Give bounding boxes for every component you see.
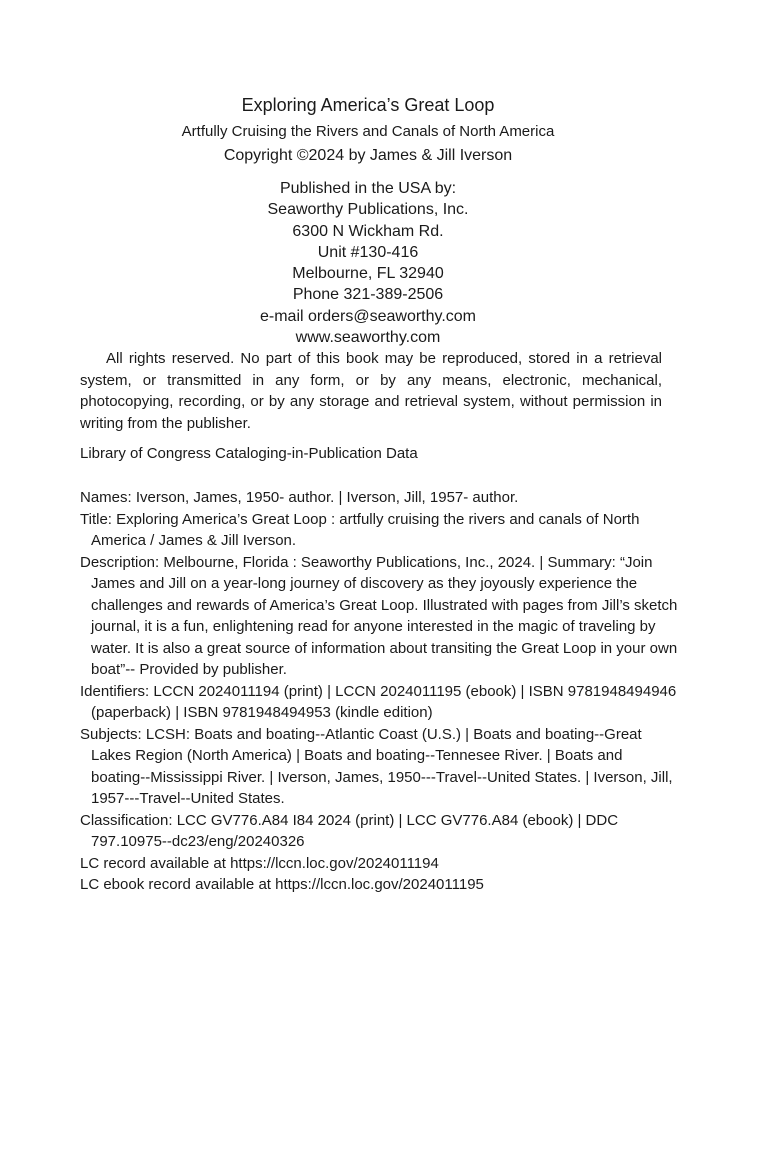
publisher-block (0, 178, 736, 348)
publisher-phone: Phone 321-389-2506 (292, 286, 444, 304)
publisher-email: e-mail orders@seaworthy.com (259, 307, 476, 325)
book-subtitle: Artfully Cruising the Rivers and Canals of North America (181, 123, 555, 140)
cip-names: Names: Iverson, James, 1950- author. | Iverson, Jill, 1957- author. (80, 489, 519, 506)
cip-subjects: Subjects: LCSH: Boats and boating--Atlantic Coast (U.S.) | Boats and boating--Great Lakes Region (North America) | Boats and boating--Tennesee River. | Boats and boating--Mississippi River. | Iverson, James, 1950---Travel--United States. | Iverson, Jill, 1957---Travel--United States. (80, 725, 673, 807)
cip-record (80, 487, 680, 896)
publisher-unit: Unit #130-416 (317, 243, 419, 261)
cip-lc-ebook-record: LC ebook record available at https://lccn.loc.gov/2024011195 (80, 876, 484, 893)
cip-title: Title: Exploring America’s Great Loop : artfully cruising the rivers and canals of North America / James & Jill Iverson. (80, 510, 640, 549)
cip-heading: Library of Congress Cataloging-in-Publication Data (80, 445, 418, 462)
publisher-line: Published in the USA by: (279, 180, 457, 197)
cip-classification: Classification: LCC GV776.A84 I84 2024 (print) | LCC GV776.A84 (ebook) | DDC 797.10975--dc23/eng/20240326 (80, 811, 619, 850)
rights-statement: All rights reserved. No part of this book may be reproduced, stored in a retrieval system, or transmitted in any form, or by any means, electronic, mechanical, photocopying, recording, or by any storage and retrieval system, without permission in writing from the publisher. (80, 350, 662, 432)
publisher-city: Melbourne, FL 32940 (292, 265, 444, 283)
cip-lc-record: LC record available at https://lccn.loc.gov/2024011194 (80, 854, 439, 872)
book-title: Exploring America’s Great Loop (241, 95, 495, 115)
publisher-website: www.seaworthy.com (295, 329, 441, 347)
copyright-line: Copyright ©2024 by James & Jill Iverson (223, 147, 513, 164)
publisher-street: 6300 N Wickham Rd. (292, 222, 444, 240)
publisher-name: Seaworthy Publications, Inc. (267, 201, 469, 219)
cip-description: Description: Melbourne, Florida : Seaworthy Publications, Inc., 2024. | Summary: “Join James and Jill on a year-long journey of discovery as they joyously experience the challenges and rewards of America’s Great Loop. Illustrated with pages from Jill’s sketch journal, it is a fun, enlightening read for anyone interested in the magic of traveling by water. It is also a great source of information about transiting the Great Loop in your own boat”-- Provided by publisher. (80, 553, 678, 678)
cip-identifiers: Identifiers: LCCN 2024011194 (print) | LCCN 2024011195 (ebook) | ISBN 9781948494946 (paperback) | ISBN 9781948494953 (kindle edition) (80, 682, 677, 721)
